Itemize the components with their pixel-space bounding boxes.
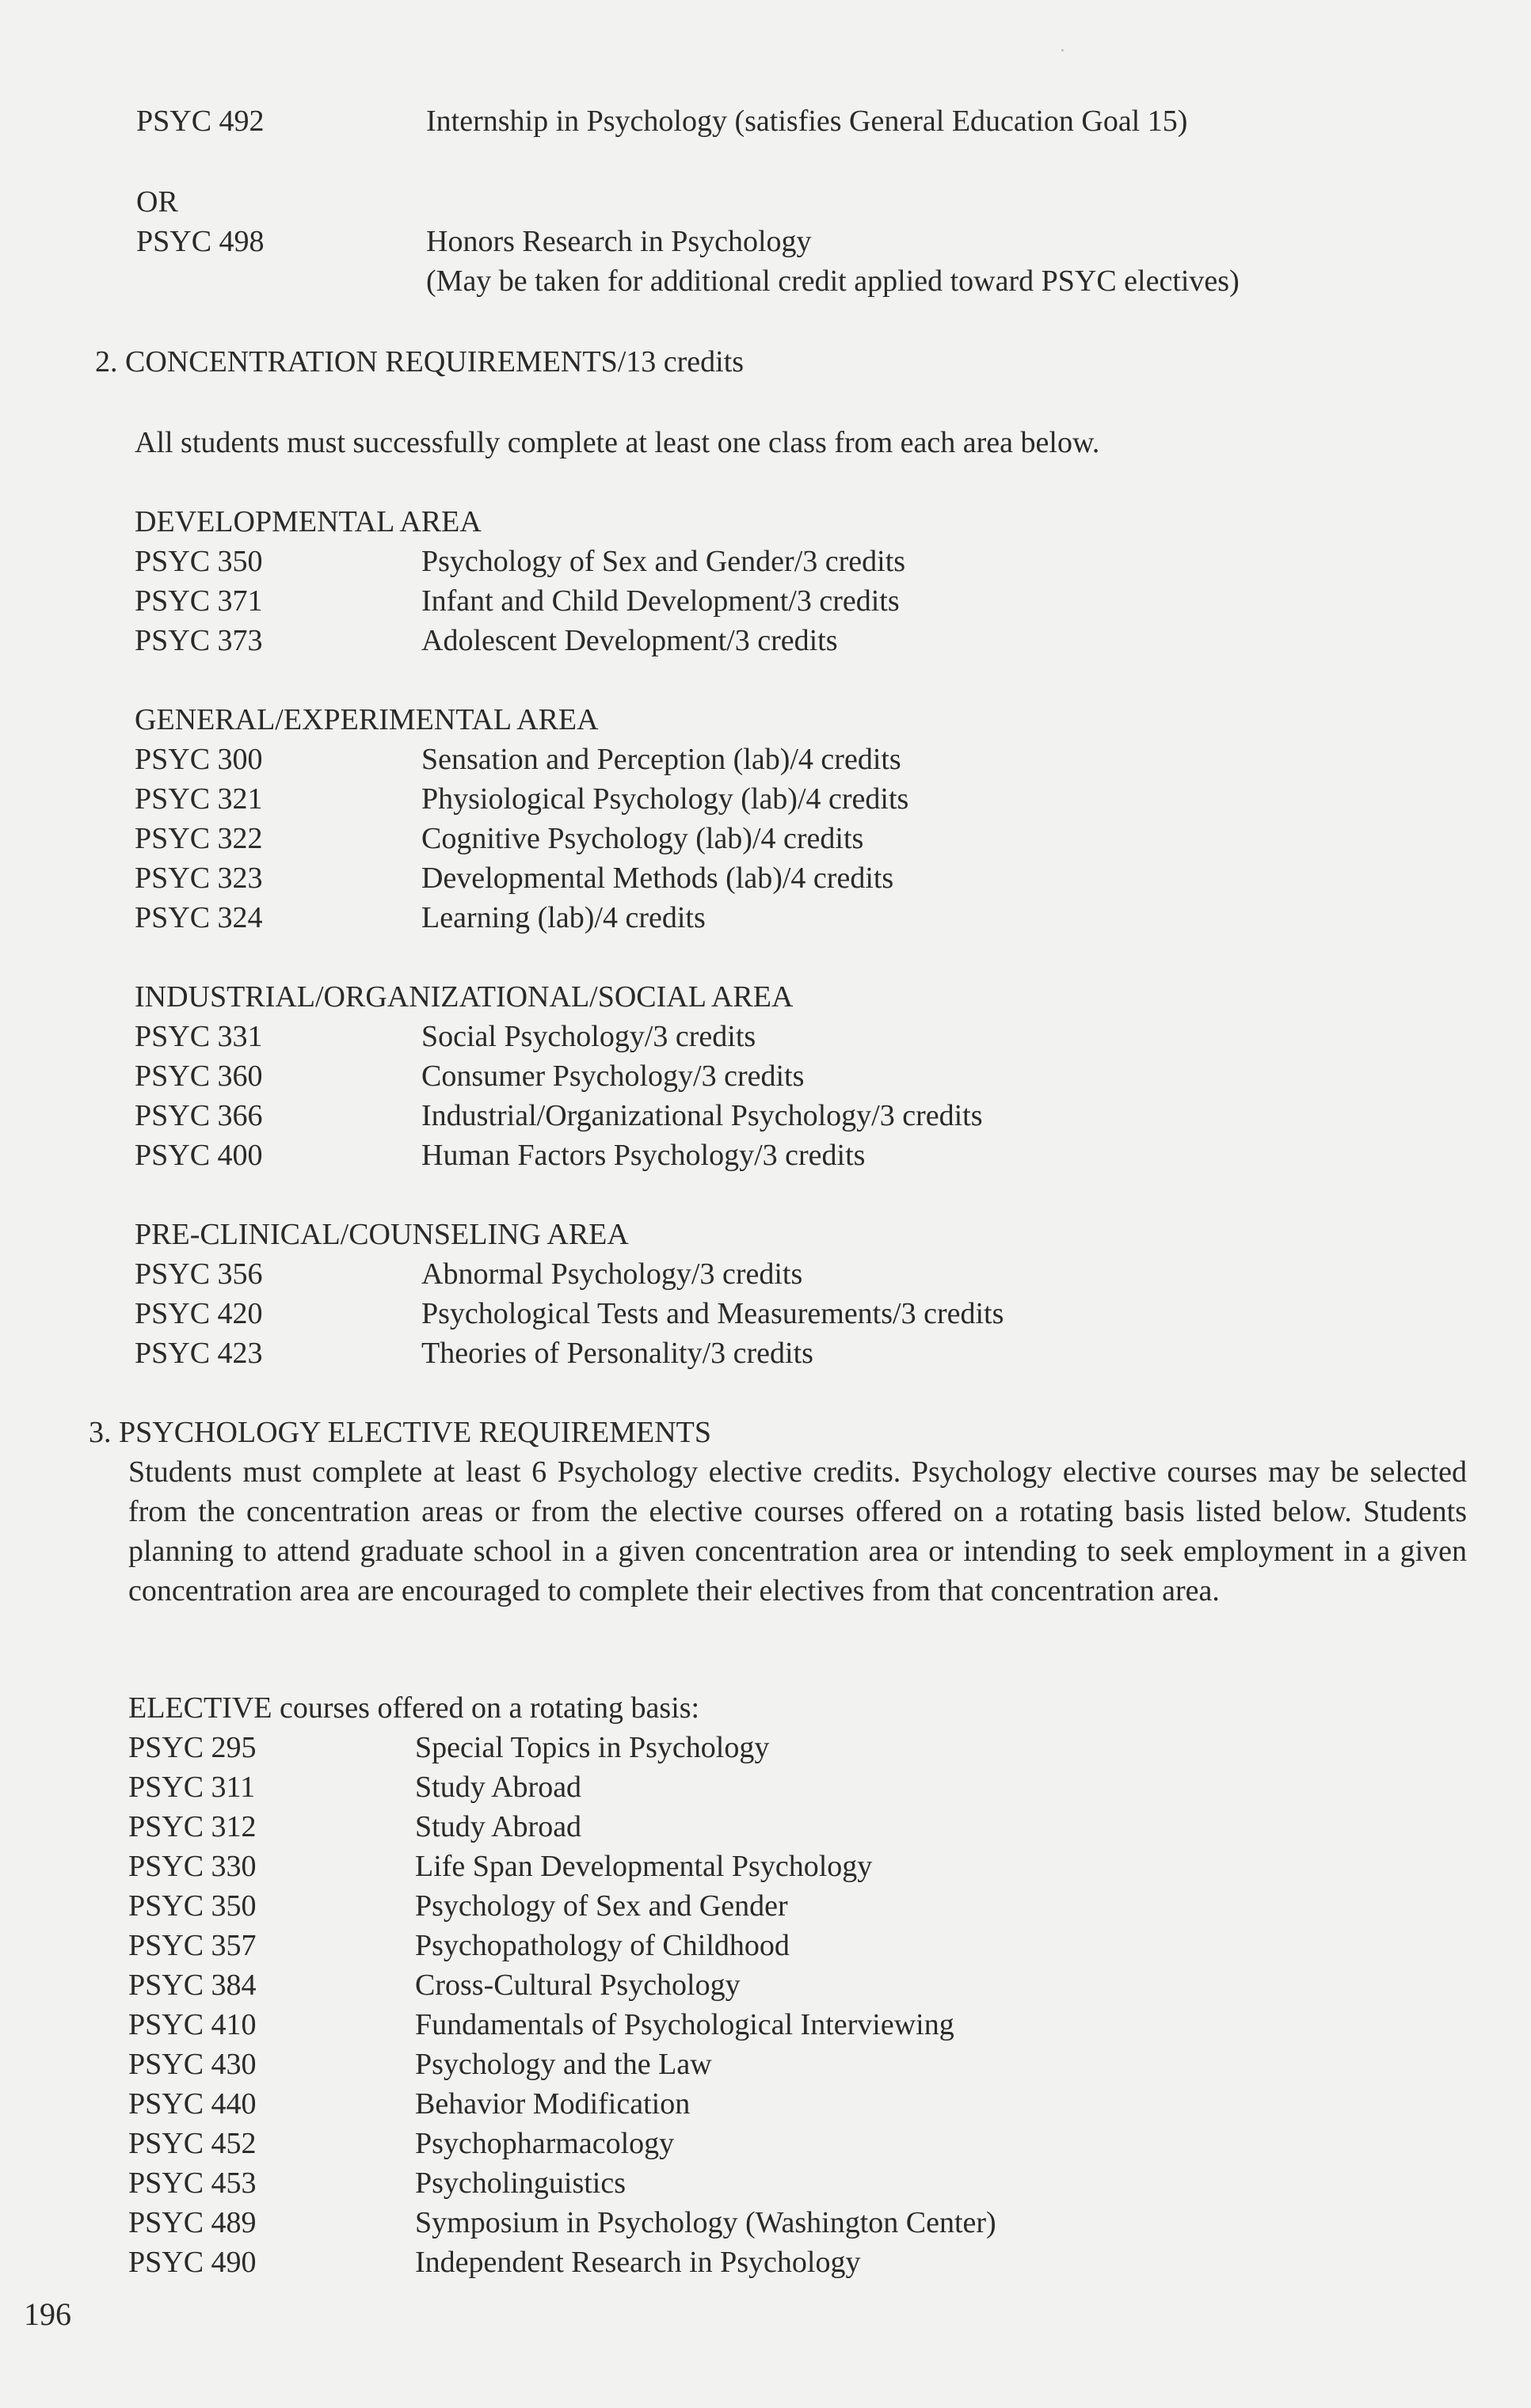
course-list-general-experimental bbox=[135, 740, 1323, 938]
elective-row bbox=[128, 1767, 1316, 1807]
course-title: Behavior Modification bbox=[415, 2087, 691, 2121]
area-heading-general-experimental: GENERAL/EXPERIMENTAL AREA bbox=[135, 703, 599, 736]
area-heading-pre-clinical: PRE-CLINICAL/COUNSELING AREA bbox=[135, 1218, 629, 1251]
course-title: Symposium in Psychology (Washington Center) bbox=[415, 2206, 996, 2239]
course-row bbox=[135, 858, 1323, 898]
elective-row bbox=[128, 1847, 1316, 1886]
or-label: OR bbox=[136, 185, 178, 219]
elective-row bbox=[128, 1886, 1316, 1926]
course-title: Industrial/Organizational Psychology/3 credits bbox=[421, 1099, 983, 1132]
concentration-intro: All students must successfully complete at least one class from each area below. bbox=[135, 426, 1100, 459]
course-list-developmental bbox=[135, 542, 1323, 660]
course-code: PSYC 400 bbox=[135, 1139, 263, 1172]
course-title: Cognitive Psychology (lab)/4 credits bbox=[421, 822, 864, 855]
course-row bbox=[135, 542, 1323, 581]
course-title: Infant and Child Development/3 credits bbox=[421, 584, 900, 618]
course-code: PSYC 360 bbox=[135, 1059, 263, 1093]
course-title: Special Topics in Psychology bbox=[415, 1731, 770, 1764]
course-code: PSYC 324 bbox=[135, 901, 263, 934]
course-title: Psychological Tests and Measurements/3 credits bbox=[421, 1297, 1004, 1330]
course-code: PSYC 312 bbox=[128, 1810, 257, 1843]
course-code: PSYC 300 bbox=[135, 743, 263, 776]
course-code: PSYC 295 bbox=[128, 1731, 257, 1764]
course-code: PSYC 331 bbox=[135, 1020, 263, 1053]
course-title: Abnormal Psychology/3 credits bbox=[421, 1257, 803, 1291]
elective-row bbox=[128, 1965, 1316, 2005]
course-row bbox=[135, 740, 1323, 779]
course-title: Psycholinguistics bbox=[415, 2166, 626, 2200]
course-title-psyc498: Honors Research in Psychology bbox=[426, 225, 812, 258]
course-title: Consumer Psychology/3 credits bbox=[421, 1059, 805, 1093]
elective-row bbox=[128, 2084, 1316, 2124]
course-code: PSYC 453 bbox=[128, 2166, 257, 2200]
course-list-pre-clinical bbox=[135, 1254, 1323, 1373]
course-row bbox=[135, 621, 1323, 660]
elective-row bbox=[128, 2045, 1316, 2084]
course-row bbox=[135, 898, 1323, 938]
elective-row bbox=[128, 2203, 1316, 2243]
course-title: Learning (lab)/4 credits bbox=[421, 901, 706, 934]
course-row bbox=[135, 581, 1323, 621]
course-title: Physiological Psychology (lab)/4 credits bbox=[421, 782, 909, 816]
elective-row bbox=[128, 2243, 1316, 2282]
course-note-psyc498: (May be taken for additional credit applied toward PSYC electives) bbox=[426, 264, 1240, 298]
elective-row bbox=[128, 2163, 1316, 2203]
course-row bbox=[135, 819, 1323, 858]
course-title: Social Psychology/3 credits bbox=[421, 1020, 756, 1053]
course-row bbox=[135, 1294, 1323, 1333]
course-title: Adolescent Development/3 credits bbox=[421, 624, 838, 657]
course-code: PSYC 420 bbox=[135, 1297, 263, 1330]
course-title: Psychology of Sex and Gender bbox=[415, 1889, 788, 1923]
course-title: Sensation and Perception (lab)/4 credits bbox=[421, 743, 901, 776]
elective-course-list bbox=[128, 1728, 1316, 2282]
course-row bbox=[135, 1017, 1323, 1056]
course-code: PSYC 323 bbox=[135, 862, 263, 895]
course-title-psyc492: Internship in Psychology (satisfies General Education Goal 15) bbox=[426, 105, 1188, 138]
course-title: Study Abroad bbox=[415, 1771, 582, 1804]
area-heading-industrial-social: INDUSTRIAL/ORGANIZATIONAL/SOCIAL AREA bbox=[135, 980, 794, 1014]
course-code: PSYC 322 bbox=[135, 822, 263, 855]
course-title: Cross-Cultural Psychology bbox=[415, 1969, 741, 2002]
course-code: PSYC 330 bbox=[128, 1850, 257, 1883]
course-code: PSYC 430 bbox=[128, 2048, 257, 2081]
course-row bbox=[135, 1136, 1323, 1175]
course-code: PSYC 489 bbox=[128, 2206, 257, 2239]
elective-row bbox=[128, 1807, 1316, 1847]
course-title: Independent Research in Psychology bbox=[415, 2246, 861, 2279]
course-list-industrial-social bbox=[135, 1017, 1323, 1175]
course-row bbox=[135, 779, 1323, 819]
course-code: PSYC 373 bbox=[135, 624, 263, 657]
course-code: PSYC 321 bbox=[135, 782, 263, 816]
course-title: Theories of Personality/3 credits bbox=[421, 1337, 813, 1370]
course-row bbox=[135, 1096, 1323, 1136]
course-code: PSYC 311 bbox=[128, 1771, 256, 1804]
course-title: Study Abroad bbox=[415, 1810, 582, 1843]
electives-heading: 3. PSYCHOLOGY ELECTIVE REQUIREMENTS bbox=[89, 1416, 712, 1449]
course-code: PSYC 452 bbox=[128, 2127, 257, 2160]
course-code: PSYC 440 bbox=[128, 2087, 257, 2121]
page-number: 196 bbox=[24, 2296, 71, 2332]
course-row bbox=[135, 1254, 1323, 1294]
course-code: PSYC 356 bbox=[135, 1257, 263, 1291]
scan-speck bbox=[1061, 49, 1064, 51]
electives-list-heading: ELECTIVE courses offered on a rotating basis: bbox=[128, 1691, 700, 1725]
course-code-psyc492: PSYC 492 bbox=[136, 105, 265, 138]
course-title: Developmental Methods (lab)/4 credits bbox=[421, 862, 894, 895]
elective-row bbox=[128, 1926, 1316, 1965]
course-title: Life Span Developmental Psychology bbox=[415, 1850, 873, 1883]
course-title: Psychopharmacology bbox=[415, 2127, 675, 2160]
course-title: Fundamentals of Psychological Interviewing bbox=[415, 2008, 954, 2041]
course-title: Psychopathology of Childhood bbox=[415, 1929, 790, 1962]
course-code-psyc498: PSYC 498 bbox=[136, 225, 265, 258]
area-heading-developmental: DEVELOPMENTAL AREA bbox=[135, 505, 482, 538]
concentration-heading: 2. CONCENTRATION REQUIREMENTS/13 credits bbox=[95, 345, 745, 379]
elective-row bbox=[128, 2005, 1316, 2045]
course-code: PSYC 384 bbox=[128, 1969, 257, 2002]
course-row bbox=[135, 1056, 1323, 1096]
course-code: PSYC 350 bbox=[135, 545, 263, 578]
elective-row bbox=[128, 2124, 1316, 2163]
course-title: Psychology of Sex and Gender/3 credits bbox=[421, 545, 906, 578]
course-code: PSYC 423 bbox=[135, 1337, 263, 1370]
elective-row bbox=[128, 1728, 1316, 1767]
course-code: PSYC 371 bbox=[135, 584, 263, 618]
course-code: PSYC 350 bbox=[128, 1889, 257, 1923]
course-code: PSYC 410 bbox=[128, 2008, 257, 2041]
course-title: Human Factors Psychology/3 credits bbox=[421, 1139, 866, 1172]
course-code: PSYC 490 bbox=[128, 2246, 257, 2279]
electives-paragraph: Students must complete at least 6 Psychology elective credits. Psychology elective courses may be selected from the concentration areas or from the elective courses offered on a rotating basis listed below. Students planning to attend graduate school in a given concentration area or intending to seek employment in a given concentration area are encouraged to complete their electives from that concentration area. bbox=[128, 1455, 1467, 1607]
course-code: PSYC 357 bbox=[128, 1929, 257, 1962]
course-code: PSYC 366 bbox=[135, 1099, 263, 1132]
course-row bbox=[135, 1333, 1323, 1373]
course-title: Psychology and the Law bbox=[415, 2048, 712, 2081]
